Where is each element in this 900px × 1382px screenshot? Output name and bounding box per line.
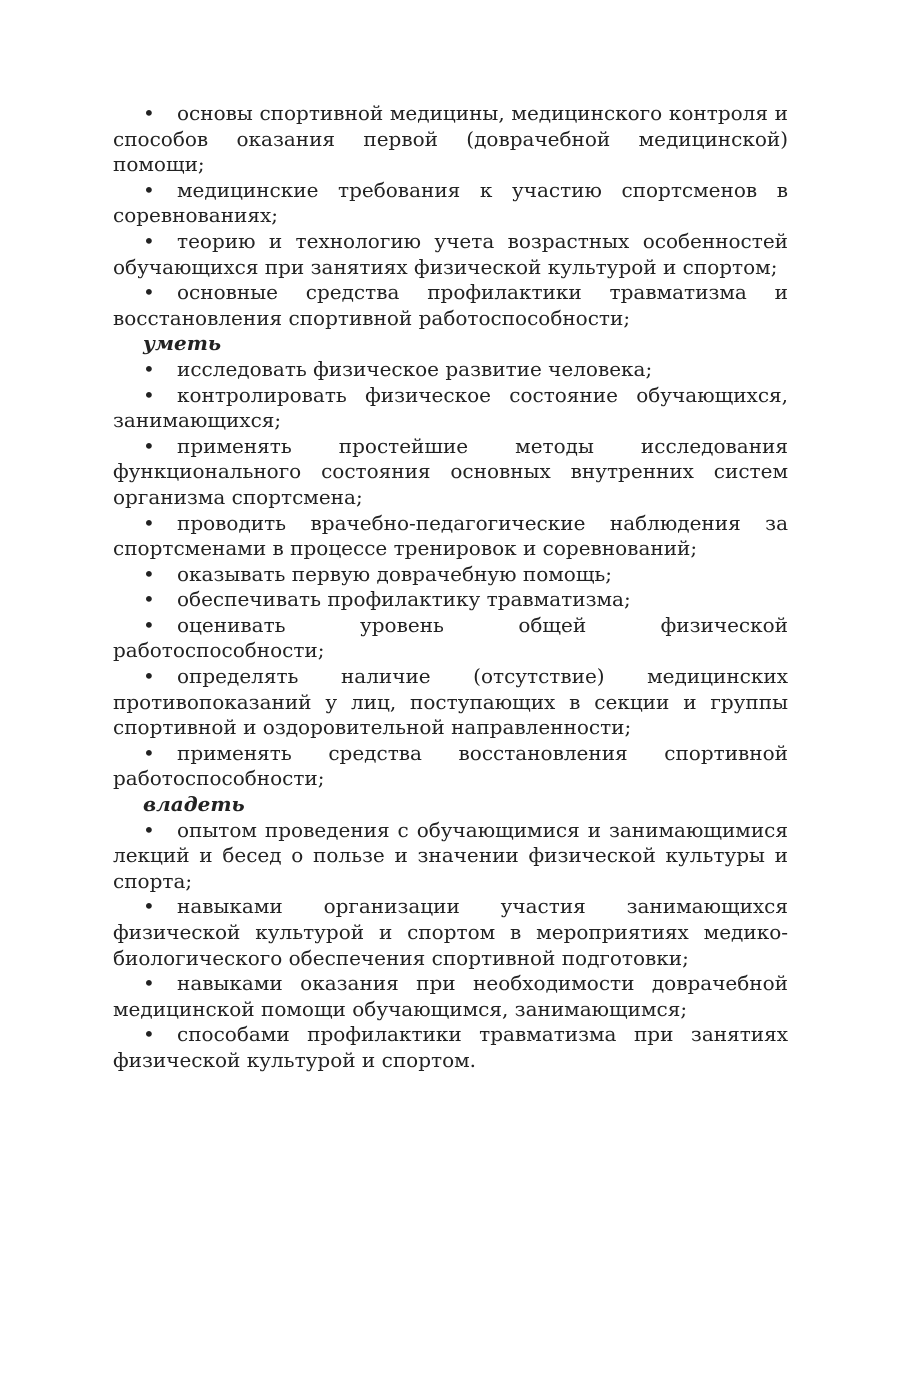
list-item: • проводить врачебно-педагогические наблюдения за спортсменами в процессе тренировок и соревнований; bbox=[113, 510, 788, 561]
section-heading-umet: уметь bbox=[143, 331, 222, 356]
bullet-icon: • bbox=[143, 971, 155, 996]
list-section-knowledge bbox=[113, 101, 788, 331]
list-section-vladet bbox=[113, 818, 788, 1074]
bullet-icon: • bbox=[143, 894, 155, 919]
bullet-icon: • bbox=[143, 740, 155, 765]
list-item: • оказывать первую доврачебную помощь; bbox=[143, 561, 613, 586]
bullet-icon: • bbox=[143, 587, 155, 612]
bullet-icon: • bbox=[143, 664, 155, 689]
document-page bbox=[113, 101, 788, 1074]
bullet-icon: • bbox=[143, 433, 155, 458]
list-item: • оценивать уровень общей физической работоспособности; bbox=[113, 612, 788, 663]
list-section-umet bbox=[113, 357, 788, 792]
bullet-icon: • bbox=[143, 561, 155, 586]
list-item: • определять наличие (отсутствие) медицинских противопоказаний у лиц, поступающих в секции и группы спортивной и оздоровительной направленности; bbox=[113, 664, 788, 740]
list-item: • опытом проведения с обучающимися и занимающимися лекций и бесед о пользе и значении физической культуры и спорта; bbox=[113, 817, 788, 893]
bullet-icon: • bbox=[143, 382, 155, 407]
list-item: • навыками оказания при необходимости доврачебной медицинской помощи обучающимся, занимающимся; bbox=[113, 971, 788, 1021]
list-item: • теорию и технологию учета возрастных особенностей обучающихся при занятиях физической культурой и спортом; bbox=[113, 228, 788, 279]
bullet-icon: • bbox=[143, 356, 155, 381]
section-heading-vladet: владеть bbox=[143, 792, 245, 817]
bullet-icon: • bbox=[143, 510, 155, 535]
bullet-icon: • bbox=[143, 817, 155, 842]
list-item: • исследовать физическое развитие человека; bbox=[143, 356, 653, 381]
bullet-icon: • bbox=[143, 280, 155, 305]
list-item: • контролировать физическое состояние обучающихся, занимающихся; bbox=[113, 382, 788, 433]
bullet-icon: • bbox=[143, 228, 155, 253]
bullet-icon: • bbox=[143, 1022, 155, 1047]
bullet-icon: • bbox=[143, 101, 155, 125]
list-item: • способами профилактики травматизма при занятиях физической культурой и спортом. bbox=[113, 1022, 788, 1072]
list-item: • медицинские требования к участию спортсменов в соревнованиях; bbox=[113, 177, 788, 228]
bullet-icon: • bbox=[143, 177, 155, 202]
bullet-icon: • bbox=[143, 612, 155, 637]
list-item: • применять простейшие методы исследования функционального состояния основных внутренних систем организма спортсмена; bbox=[113, 433, 788, 509]
list-item: • основы спортивной медицины, медицинского контроля и способов оказания первой (доврачебной медицинской) помощи; bbox=[113, 101, 788, 177]
list-item: • обеспечивать профилактику травматизма; bbox=[143, 587, 631, 612]
list-item: • основные средства профилактики травматизма и восстановления спортивной работоспособности; bbox=[113, 280, 788, 330]
list-item: • применять средства восстановления спортивной работоспособности; bbox=[113, 740, 788, 791]
list-item: • навыками организации участия занимающихся физической культурой и спортом в мероприятиях медико-биологического обеспечения спортивной подготовки; bbox=[113, 894, 788, 970]
